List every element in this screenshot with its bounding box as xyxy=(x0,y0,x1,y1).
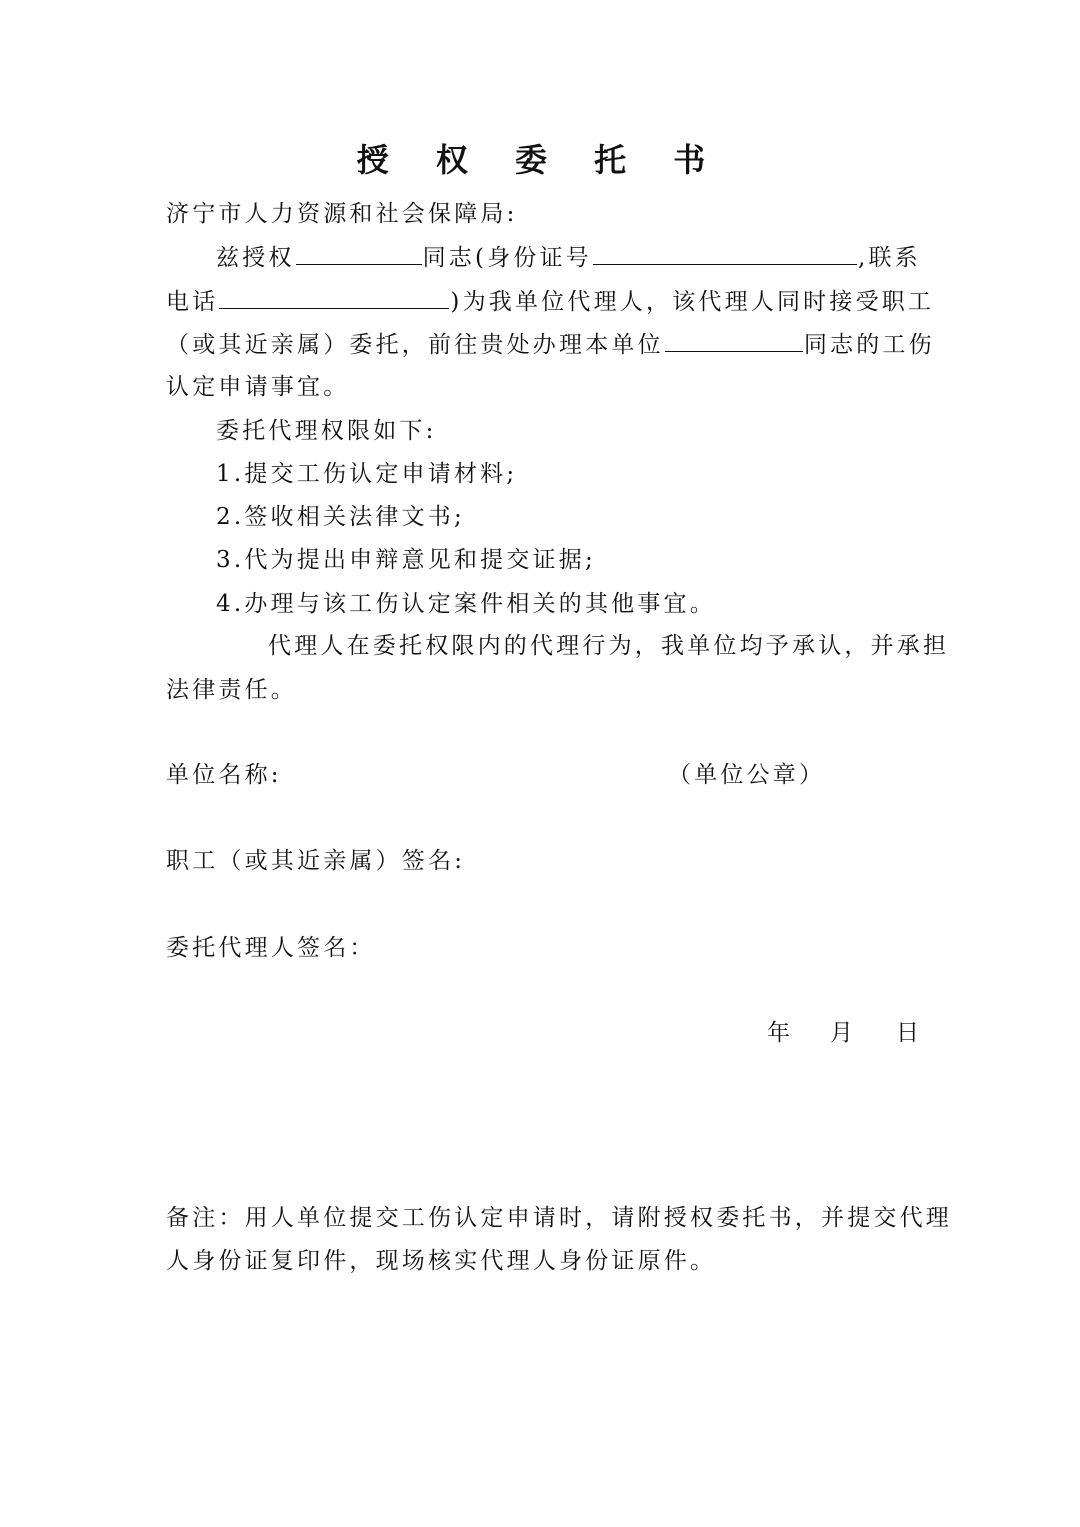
id-number-blank[interactable] xyxy=(593,242,857,265)
paragraph-1-line-1 xyxy=(216,242,921,273)
note-line-2: 人身份证复印件，现场核实代理人身份证原件。 xyxy=(166,1248,717,1274)
note-line-1: 备注：用人单位提交工伤认定申请时，请附授权委托书，并提交代理 xyxy=(166,1205,952,1231)
worker-name-blank[interactable] xyxy=(665,329,803,352)
paragraph-2-line-1: 代理人在委托权限内的代理行为，我单位均予承认，并承担 xyxy=(268,633,950,659)
contact-label: ,联系 xyxy=(857,245,921,271)
authorize-text: 兹授权 xyxy=(216,245,295,271)
agent-name-blank[interactable] xyxy=(296,242,422,265)
scope-item-1: 1.提交工伤认定申请材料; xyxy=(216,461,518,487)
paragraph-2-line-2: 法律责任。 xyxy=(166,677,297,703)
date-year-label: 年 xyxy=(767,1020,790,1046)
agent-role-text: )为我单位代理人，该代理人同时接受职工 xyxy=(450,289,935,315)
paragraph-1-line-4: 认定申请事宜。 xyxy=(166,374,350,400)
scope-item-4: 4.办理与该工伤认定案件相关的其他事宜。 xyxy=(216,591,716,617)
id-number-label: 同志(身份证号 xyxy=(422,245,592,271)
addressee: 济宁市人力资源和社会保障局: xyxy=(166,201,518,227)
scope-item-2: 2.签收相关法律文书; xyxy=(216,504,465,530)
unit-name-label: 单位名称: xyxy=(166,762,282,788)
document-title: 授 权 委 托 书 xyxy=(356,141,724,179)
injury-text: 同志的工伤 xyxy=(803,332,935,358)
date-month-label: 月 xyxy=(830,1020,853,1046)
phone-label: 电话 xyxy=(166,289,219,315)
paragraph-1-line-3 xyxy=(166,329,935,360)
scope-item-3: 3.代为提出申辩意见和提交证据; xyxy=(216,547,596,573)
phone-blank[interactable] xyxy=(219,286,449,309)
agent-signature-label: 委托代理人签名： xyxy=(166,935,376,961)
scope-heading: 委托代理权限如下: xyxy=(216,418,437,444)
worker-signature-label: 职工（或其近亲属）签名: xyxy=(166,848,466,874)
paragraph-1-line-2 xyxy=(166,286,935,317)
unit-seal-label: （单位公章） xyxy=(668,762,826,788)
date-day-label: 日 xyxy=(896,1020,919,1046)
entrust-text: （或其近亲属）委托，前往贵处办理本单位 xyxy=(166,332,664,358)
